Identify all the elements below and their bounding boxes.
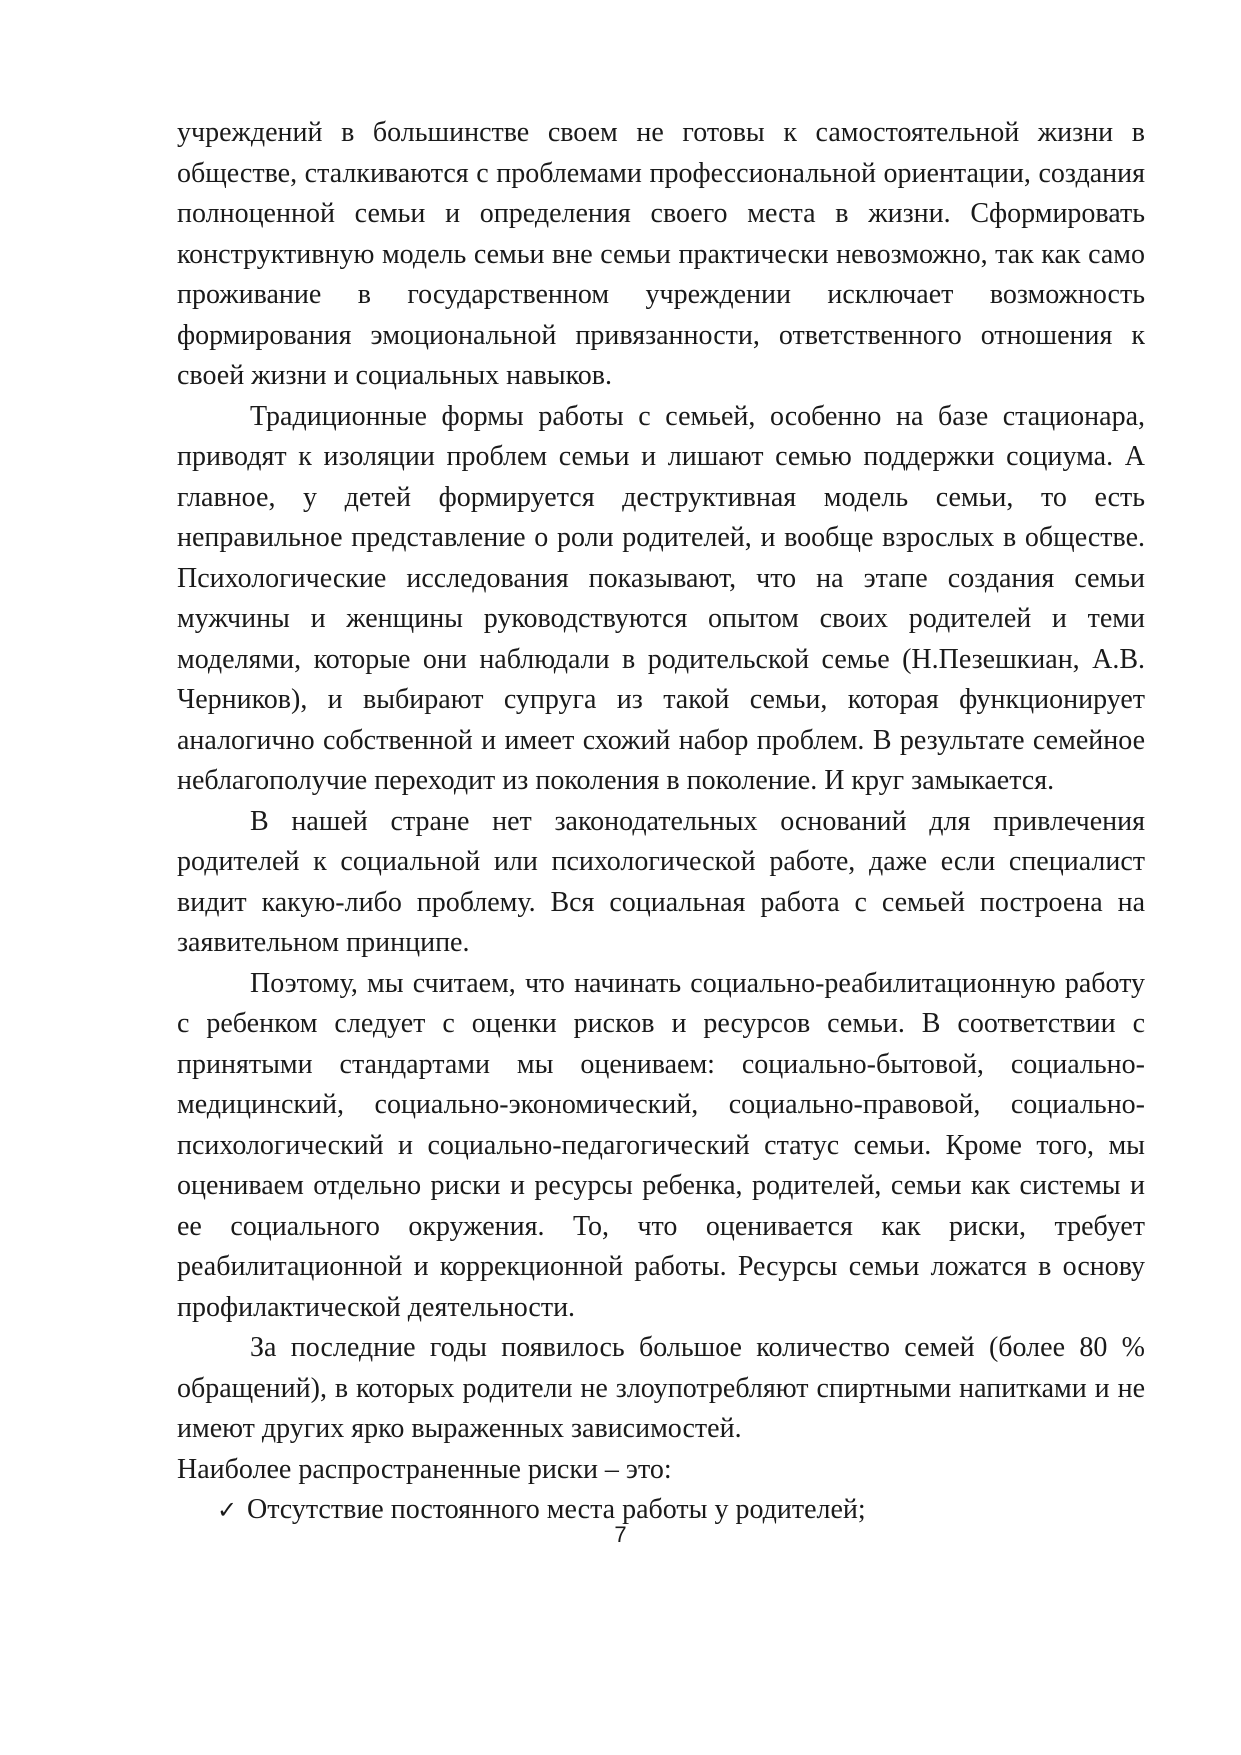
paragraph-risk-assessment: Поэтому, мы считаем, что начинать социально-реабилитационную работу с ребенком следует с оценки рисков и ресурсов семьи. В соответствии с принятыми стандартами мы оцениваем: социально-бытовой, социально-медицинский, социально-экономический, социально-правовой, социально-психологический и социально-педагогический статус семьи. Кроме того, мы оцениваем отдельно риски и ресурсы ребенка, родителей, семьи как системы и ее социального окружения. То, что оценивается как риски, требует реабилитационной и коррекционной работы. Ресурсы семьи ложатся в основу профилактической деятельности. (177, 967, 1145, 1323)
list-item-text: Отсутствие постоянного места работы у родителей; (247, 1494, 866, 1525)
paragraph-legislation: В нашей стране нет законодательных оснований для привлечения родителей к социальной или психологической работе, даже если специалист видит какую-либо проблему. Вся социальная работа с семьей построена на заявительном принципе. (177, 805, 1145, 958)
page-number: 7 (614, 1522, 627, 1547)
paragraph-common-risks: Наиболее распространенные риски – это: (177, 1453, 672, 1485)
checkmark-icon: ✓ (217, 1496, 238, 1524)
paragraph-traditional-forms: Традиционные формы работы с семьей, особенно на базе стационара, приводят к изоляции проблем семьи и лишают семью поддержки социума. А главное, у детей формируется деструктивная модель семьи, то есть неправильное представление о роли родителей, и вообще взрослых в обществе. Психологические исследования показывают, что на этапе создания семьи мужчины и женщины руководствуются опытом своих родителей и теми моделями, которые они наблюдали в родительской семье (Н.Пезешкиан, А.В. Черников), и выбирают супруга из такой семьи, которая функционирует аналогично собственной и имеет схожий набор проблем. В результате семейное неблагополучие переходит из поколения в поколение. И круг замыкается. (177, 400, 1145, 796)
paragraph-continuation: учреждений в большинстве своем не готовы к самостоятельной жизни в обществе, сталкиваются с проблемами профессиональной ориентации, создания полноценной семьи и определения своего места в жизни. Сформировать конструктивную модель семьи вне семьи практически невозможно, так как само проживание в государственном учреждении исключает возможность формирования эмоциональной привязанности, ответственного отношения к своей жизни и социальных навыков. (177, 117, 1145, 391)
document-page (177, 113, 1145, 1531)
paragraph-recent-years: За последние годы появилось большое количество семей (более 80 % обращений), в которых родители не злоупотребляют спиртными напитками и не имеют других ярко выраженных зависимостей. (177, 1332, 1145, 1444)
